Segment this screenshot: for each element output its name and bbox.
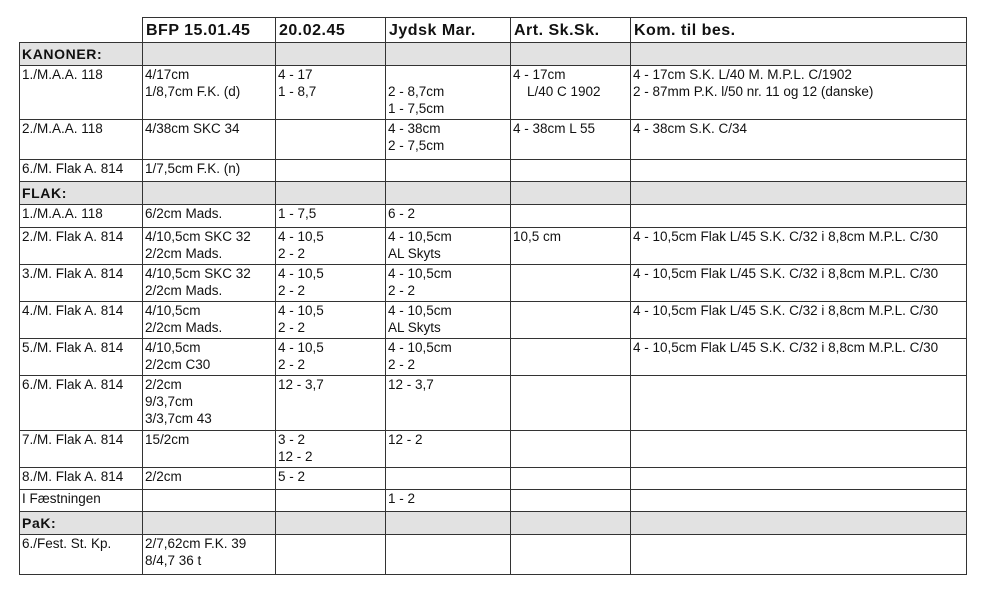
cell-line: 4 - 17 — [278, 67, 313, 82]
kom-til-bes-cell — [631, 339, 967, 376]
cell-line: 2 - 2 — [388, 357, 416, 372]
art-sk-cell — [511, 376, 631, 431]
bfp-cell — [143, 431, 276, 468]
art-sk-cell — [511, 120, 631, 160]
bfp-cell — [143, 490, 276, 512]
section-filler-cell — [386, 43, 511, 66]
cell-line: 2 - 2 — [388, 283, 416, 298]
date-20-02-45-cell — [276, 205, 386, 228]
table-row — [20, 468, 967, 490]
section-filler-cell — [631, 43, 967, 66]
bfp-cell — [143, 376, 276, 431]
cell-line: 2 - 2 — [278, 283, 306, 298]
art-sk-cell — [511, 66, 631, 120]
cell-line: AL Skyts — [388, 320, 441, 335]
cell-line: 4 - 10,5cm — [388, 303, 452, 318]
jydsk-mar-cell — [386, 535, 511, 575]
cell-line: 4 - 10,5 — [278, 266, 324, 281]
cell-line: 2 - 2 — [278, 246, 306, 261]
section-row — [20, 43, 967, 66]
unit-cell: 2./M. Flak A. 814 — [20, 228, 143, 265]
date-20-02-45-cell — [276, 302, 386, 339]
cell-line: 2/2cm — [145, 377, 182, 392]
cell-line: 1 - 7,5 — [278, 206, 317, 221]
table-row — [20, 431, 967, 468]
section-row — [20, 182, 967, 205]
bfp-cell — [143, 535, 276, 575]
cell-line: 12 - 3,7 — [278, 377, 324, 392]
bfp-cell — [143, 468, 276, 490]
date-20-02-45-cell — [276, 66, 386, 120]
section-filler-cell — [143, 43, 276, 66]
bfp-cell — [143, 160, 276, 182]
section-filler-cell — [511, 512, 631, 535]
date-20-02-45-cell — [276, 376, 386, 431]
kom-til-bes-cell — [631, 535, 967, 575]
cell-line: 4 - 10,5cm — [388, 229, 452, 244]
cell-line: 8/4,7 36 t — [145, 553, 202, 568]
jydsk-mar-cell — [386, 120, 511, 160]
table-row — [20, 265, 967, 302]
date-20-02-45-cell — [276, 160, 386, 182]
art-sk-cell — [511, 339, 631, 376]
header-20-02-45: 20.02.45 — [276, 18, 386, 43]
art-sk-cell — [511, 205, 631, 228]
cell-line: 10,5 cm — [513, 229, 562, 244]
table-body — [20, 43, 967, 575]
kom-til-bes-cell — [631, 205, 967, 228]
kom-til-bes-cell — [631, 120, 967, 160]
table-row — [20, 66, 967, 120]
unit-cell: 2./M.A.A. 118 — [20, 120, 143, 160]
art-sk-cell — [511, 431, 631, 468]
cell-line: 4 - 10,5cm Flak L/45 S.K. C/32 i 8,8cm M.P.L. C/30 — [633, 229, 939, 244]
unit-cell: 7./M. Flak A. 814 — [20, 431, 143, 468]
kom-til-bes-cell — [631, 431, 967, 468]
cell-line: 15/2cm — [145, 432, 190, 447]
cell-line: 12 - 2 — [388, 432, 423, 447]
cell-line: 1 - 7,5cm — [388, 101, 445, 116]
unit-cell: 5./M. Flak A. 814 — [20, 339, 143, 376]
cell-line: 5 - 2 — [278, 469, 306, 484]
unit-cell: 1./M.A.A. 118 — [20, 66, 143, 120]
cell-line: 3 - 2 — [278, 432, 306, 447]
bfp-cell — [143, 339, 276, 376]
date-20-02-45-cell — [276, 535, 386, 575]
jydsk-mar-cell — [386, 228, 511, 265]
kom-til-bes-cell — [631, 265, 967, 302]
section-label: FLAK: — [20, 182, 143, 205]
section-filler-cell — [143, 512, 276, 535]
jydsk-mar-cell — [386, 468, 511, 490]
kom-til-bes-cell — [631, 490, 967, 512]
cell-line: 9/3,7cm — [145, 394, 194, 409]
kom-til-bes-cell — [631, 468, 967, 490]
cell-line: 4/10,5cm SKC 32 — [145, 229, 251, 244]
cell-line: 4 - 10,5 — [278, 340, 324, 355]
art-sk-cell — [511, 302, 631, 339]
date-20-02-45-cell — [276, 490, 386, 512]
section-label: PaK: — [20, 512, 143, 535]
cell-line: 2/2cm Mads. — [145, 320, 223, 335]
cell-line: 4/17cm — [145, 67, 190, 82]
date-20-02-45-cell — [276, 265, 386, 302]
cell-line: 2 - 8,7cm — [388, 84, 445, 99]
section-filler-cell — [276, 43, 386, 66]
cell-line: 4 - 17cm — [513, 67, 566, 82]
cell-line: 4 - 10,5cm Flak L/45 S.K. C/32 i 8,8cm M.P.L. C/30 — [633, 340, 939, 355]
header-bfp: BFP 15.01.45 — [143, 18, 276, 43]
art-sk-cell — [511, 468, 631, 490]
bfp-cell — [143, 265, 276, 302]
header-row — [20, 18, 967, 43]
kom-til-bes-cell — [631, 228, 967, 265]
cell-line: 4 - 38cm S.K. C/34 — [633, 121, 748, 136]
date-20-02-45-cell — [276, 228, 386, 265]
cell-line: 1/8,7cm F.K. (d) — [145, 84, 241, 99]
art-sk-cell — [511, 535, 631, 575]
cell-line — [388, 66, 508, 83]
table-row — [20, 160, 967, 182]
kom-til-bes-cell — [631, 376, 967, 431]
cell-line: 2 - 2 — [278, 320, 306, 335]
unit-cell: 4./M. Flak A. 814 — [20, 302, 143, 339]
jydsk-mar-cell — [386, 265, 511, 302]
kom-til-bes-cell — [631, 66, 967, 120]
section-filler-cell — [276, 182, 386, 205]
kom-til-bes-cell — [631, 302, 967, 339]
unit-cell: 6./Fest. St. Kp. — [20, 535, 143, 575]
unit-cell: 6./M. Flak A. 814 — [20, 160, 143, 182]
bfp-cell — [143, 66, 276, 120]
section-filler-cell — [143, 182, 276, 205]
table-row — [20, 339, 967, 376]
cell-line: 6/2cm Mads. — [145, 206, 223, 221]
jydsk-mar-cell — [386, 160, 511, 182]
cell-line: 2 - 2 — [278, 357, 306, 372]
cell-line: 12 - 3,7 — [388, 377, 434, 392]
jydsk-mar-cell — [386, 490, 511, 512]
art-sk-cell — [511, 228, 631, 265]
section-filler-cell — [511, 182, 631, 205]
unit-cell: I Fæstningen — [20, 490, 143, 512]
cell-line: 4/10,5cm — [145, 340, 201, 355]
jydsk-mar-cell — [386, 66, 511, 120]
art-sk-cell — [511, 265, 631, 302]
cell-line: 2 - 87mm P.K. l/50 nr. 11 og 12 (danske) — [633, 84, 874, 99]
cell-line: 4 - 10,5cm Flak L/45 S.K. C/32 i 8,8cm M.P.L. C/30 — [633, 266, 939, 281]
table-row — [20, 302, 967, 339]
unit-cell: 3./M. Flak A. 814 — [20, 265, 143, 302]
kom-til-bes-cell — [631, 160, 967, 182]
unit-cell: 1./M.A.A. 118 — [20, 205, 143, 228]
cell-line: 2/2cm Mads. — [145, 246, 223, 261]
jydsk-mar-cell — [386, 431, 511, 468]
section-row — [20, 512, 967, 535]
jydsk-mar-cell — [386, 302, 511, 339]
cell-line: 4 - 38cm L 55 — [513, 121, 596, 136]
cell-line: 4 - 38cm — [388, 121, 441, 136]
cell-line: 2 - 7,5cm — [388, 138, 445, 153]
header-kom-til-bes: Kom. til bes. — [631, 18, 967, 43]
cell-line: 4 - 10,5 — [278, 229, 324, 244]
art-sk-cell — [511, 490, 631, 512]
cell-line: 4/38cm SKC 34 — [145, 121, 240, 136]
cell-line: 1 - 8,7 — [278, 84, 317, 99]
date-20-02-45-cell — [276, 339, 386, 376]
date-20-02-45-cell — [276, 468, 386, 490]
section-filler-cell — [276, 512, 386, 535]
section-filler-cell — [386, 182, 511, 205]
jydsk-mar-cell — [386, 205, 511, 228]
cell-line: 2/2cm — [145, 469, 182, 484]
table-row — [20, 376, 967, 431]
cell-line: 12 - 2 — [278, 449, 313, 464]
cell-line: 4 - 10,5cm — [388, 266, 452, 281]
table-row — [20, 535, 967, 575]
cell-line: 2/2cm Mads. — [145, 283, 223, 298]
art-sk-cell — [511, 160, 631, 182]
header-jydsk-mar: Jydsk Mar. — [386, 18, 511, 43]
weapons-table — [19, 17, 967, 575]
bfp-cell — [143, 302, 276, 339]
cell-line: 4/10,5cm — [145, 303, 201, 318]
cell-line: 4 - 10,5 — [278, 303, 324, 318]
section-filler-cell — [386, 512, 511, 535]
cell-line: 4 - 10,5cm — [388, 340, 452, 355]
cell-line: 4/10,5cm SKC 32 — [145, 266, 251, 281]
bfp-cell — [143, 205, 276, 228]
date-20-02-45-cell — [276, 120, 386, 160]
table-row — [20, 205, 967, 228]
table-row — [20, 120, 967, 160]
cell-line: AL Skyts — [388, 246, 441, 261]
header-art-sk: Art. Sk.Sk. — [511, 18, 631, 43]
cell-line: 4 - 10,5cm Flak L/45 S.K. C/32 i 8,8cm M.P.L. C/30 — [633, 303, 939, 318]
date-20-02-45-cell — [276, 431, 386, 468]
unit-cell: 8./M. Flak A. 814 — [20, 468, 143, 490]
section-filler-cell — [631, 512, 967, 535]
cell-line: 2/7,62cm F.K. 39 — [145, 536, 247, 551]
jydsk-mar-cell — [386, 339, 511, 376]
cell-line: 1/7,5cm F.K. (n) — [145, 161, 241, 176]
table-row — [20, 228, 967, 265]
cell-line: L/40 C 1902 — [527, 84, 601, 99]
cell-line: 4 - 17cm S.K. L/40 M. M.P.L. C/1902 — [633, 67, 852, 82]
section-filler-cell — [511, 43, 631, 66]
unit-cell: 6./M. Flak A. 814 — [20, 376, 143, 431]
bfp-cell — [143, 228, 276, 265]
cell-line: 2/2cm C30 — [145, 357, 211, 372]
bfp-cell — [143, 120, 276, 160]
jydsk-mar-cell — [386, 376, 511, 431]
section-filler-cell — [631, 182, 967, 205]
section-label: KANONER: — [20, 43, 143, 66]
header-unit — [20, 18, 143, 43]
cell-line: 6 - 2 — [388, 206, 416, 221]
cell-line: 3/3,7cm 43 — [145, 411, 212, 426]
cell-line: 1 - 2 — [388, 491, 416, 506]
table-row — [20, 490, 967, 512]
